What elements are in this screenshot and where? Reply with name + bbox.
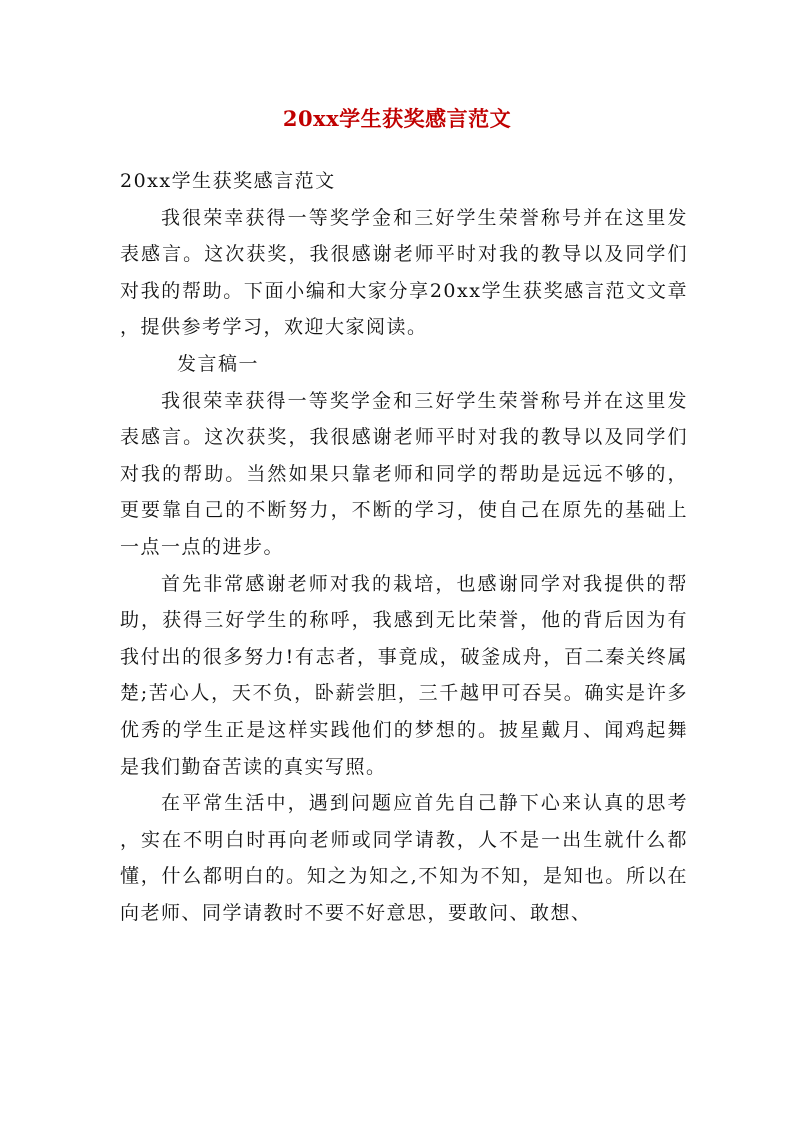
document-body [120,163,688,931]
section-heading: 发言稿一 [177,352,260,375]
intro-paragraph: 我很荣幸获得一等奖学金和三好学生荣誉称号并在这里发表感言。这次获奖，我很感谢老师平时对我的教导以及同学们对我的帮助。下面小编和大家分享20xx学生获奖感言范文文章，提供参考学习，欢迎大家阅读。 [120,206,688,339]
document-title: 20xx学生获奖感言范文 [282,106,512,131]
body-paragraph-2: 首先非常感谢老师对我的栽培，也感谢同学对我提供的帮助，获得三好学生的称呼，我感到无比荣誉，他的背后因为有我付出的很多努力!有志者，事竟成，破釜成舟，百二秦关终属楚;苦心人，天不负，卧薪尝胆，三千越甲可吞吴。确实是许多优秀的学生正是这样实践他们的梦想的。披星戴月、闻鸡起舞是我们勤奋苦读的真实写照。 [120,572,688,778]
document-subtitle: 20xx学生获奖感言范文 [120,170,336,192]
body-paragraph-3: 在平常生活中，遇到问题应首先自己静下心来认真的思考，实在不明白时再向老师或同学请教，人不是一出生就什么都懂，什么都明白的。知之为知之,不知为不知，是知也。所以在向老师、同学请教时不要不好意思，要敢问、敢想、 [120,792,688,924]
body-paragraph-1: 我很荣幸获得一等奖学金和三好学生荣誉称号并在这里发表感言。这次获奖，我很感谢老师平时对我的教导以及同学们对我的帮助。当然如果只靠老师和同学的帮助是远远不够的，更要靠自己的不断努力，不断的学习，使自己在原先的基础上一点一点的进步。 [120,389,688,558]
